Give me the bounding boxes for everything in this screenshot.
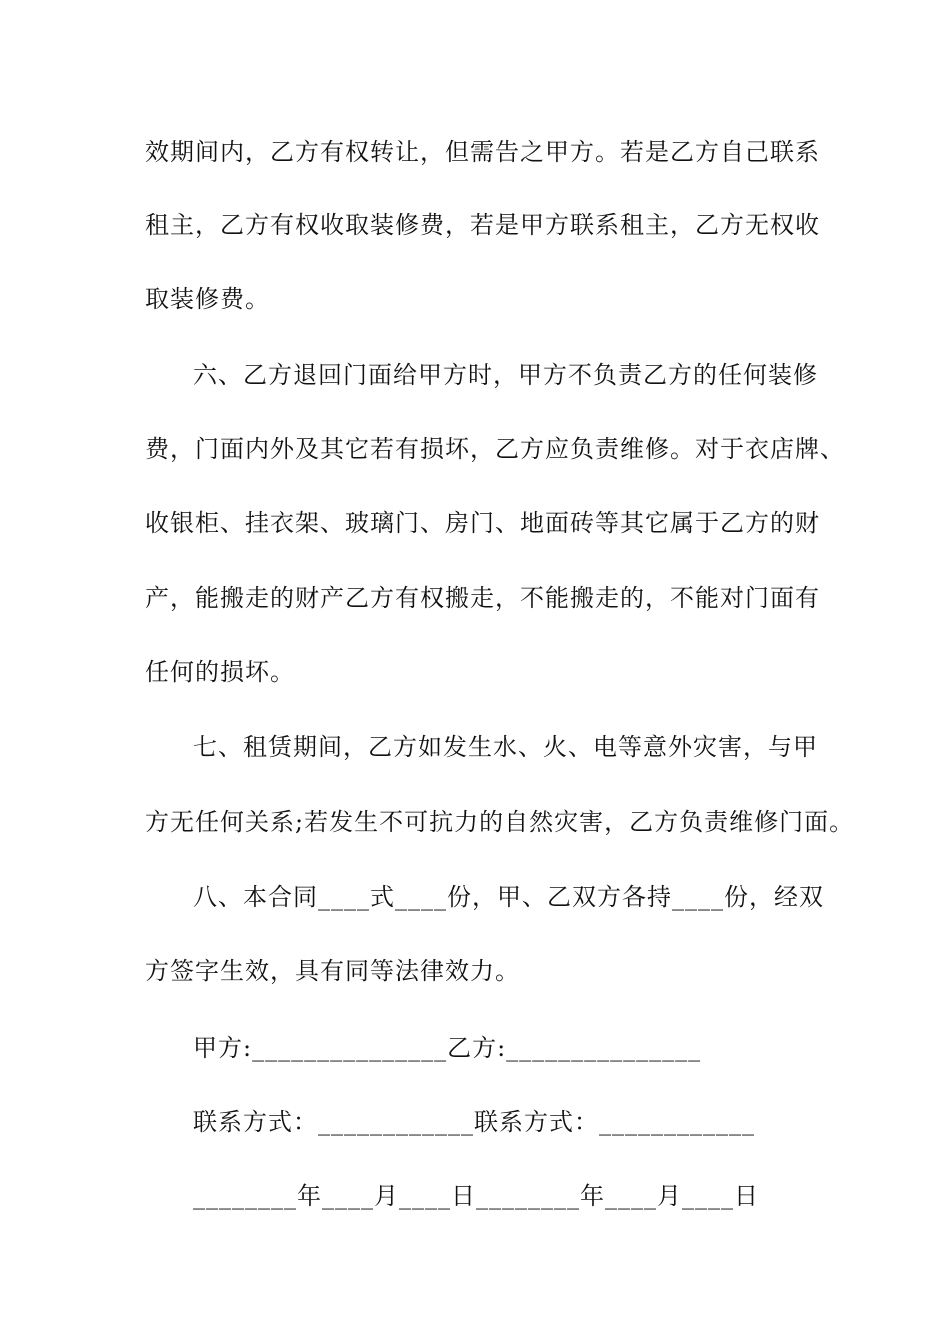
text-line-2: 租主，乙方有权收取装修费，若是甲方联系租主，乙方无权收 <box>145 211 820 239</box>
clause-six-line-3: 收银柜、挂衣架、玻璃门、房门、地面砖等其它属于乙方的财 <box>145 509 820 537</box>
clause-six-line-5: 任何的损坏。 <box>145 658 295 686</box>
clause-seven-line-2: 方无任何关系;若发生不可抗力的自然灾害，乙方负责维修门面。 <box>145 808 855 836</box>
clause-six-line-2: 费，门面内外及其它若有损坏，乙方应负责维修。对于衣店牌、 <box>145 435 845 463</box>
clause-eight-line-1: 八、本合同____式____份，甲、乙双方各持____份，经双 <box>193 883 824 911</box>
text-line-1: 效期间内，乙方有权转让，但需告之甲方。若是乙方自己联系 <box>145 138 820 166</box>
date-line: ________年____月____日________年____月____日 <box>193 1182 759 1210</box>
contact-line: 联系方式：____________联系方式：____________ <box>193 1108 755 1136</box>
clause-six-line-1: 六、乙方退回门面给甲方时，甲方不负责乙方的任何装修 <box>193 361 818 389</box>
clause-seven-line-1: 七、租赁期间，乙方如发生水、火、电等意外灾害，与甲 <box>193 733 818 761</box>
signature-parties-line: 甲方:_______________乙方:_______________ <box>193 1034 702 1062</box>
clause-eight-line-2: 方签字生效，具有同等法律效力。 <box>145 957 520 985</box>
clause-six-line-4: 产，能搬走的财产乙方有权搬走，不能搬走的，不能对门面有 <box>145 584 820 612</box>
text-line-3: 取装修费。 <box>145 285 270 313</box>
